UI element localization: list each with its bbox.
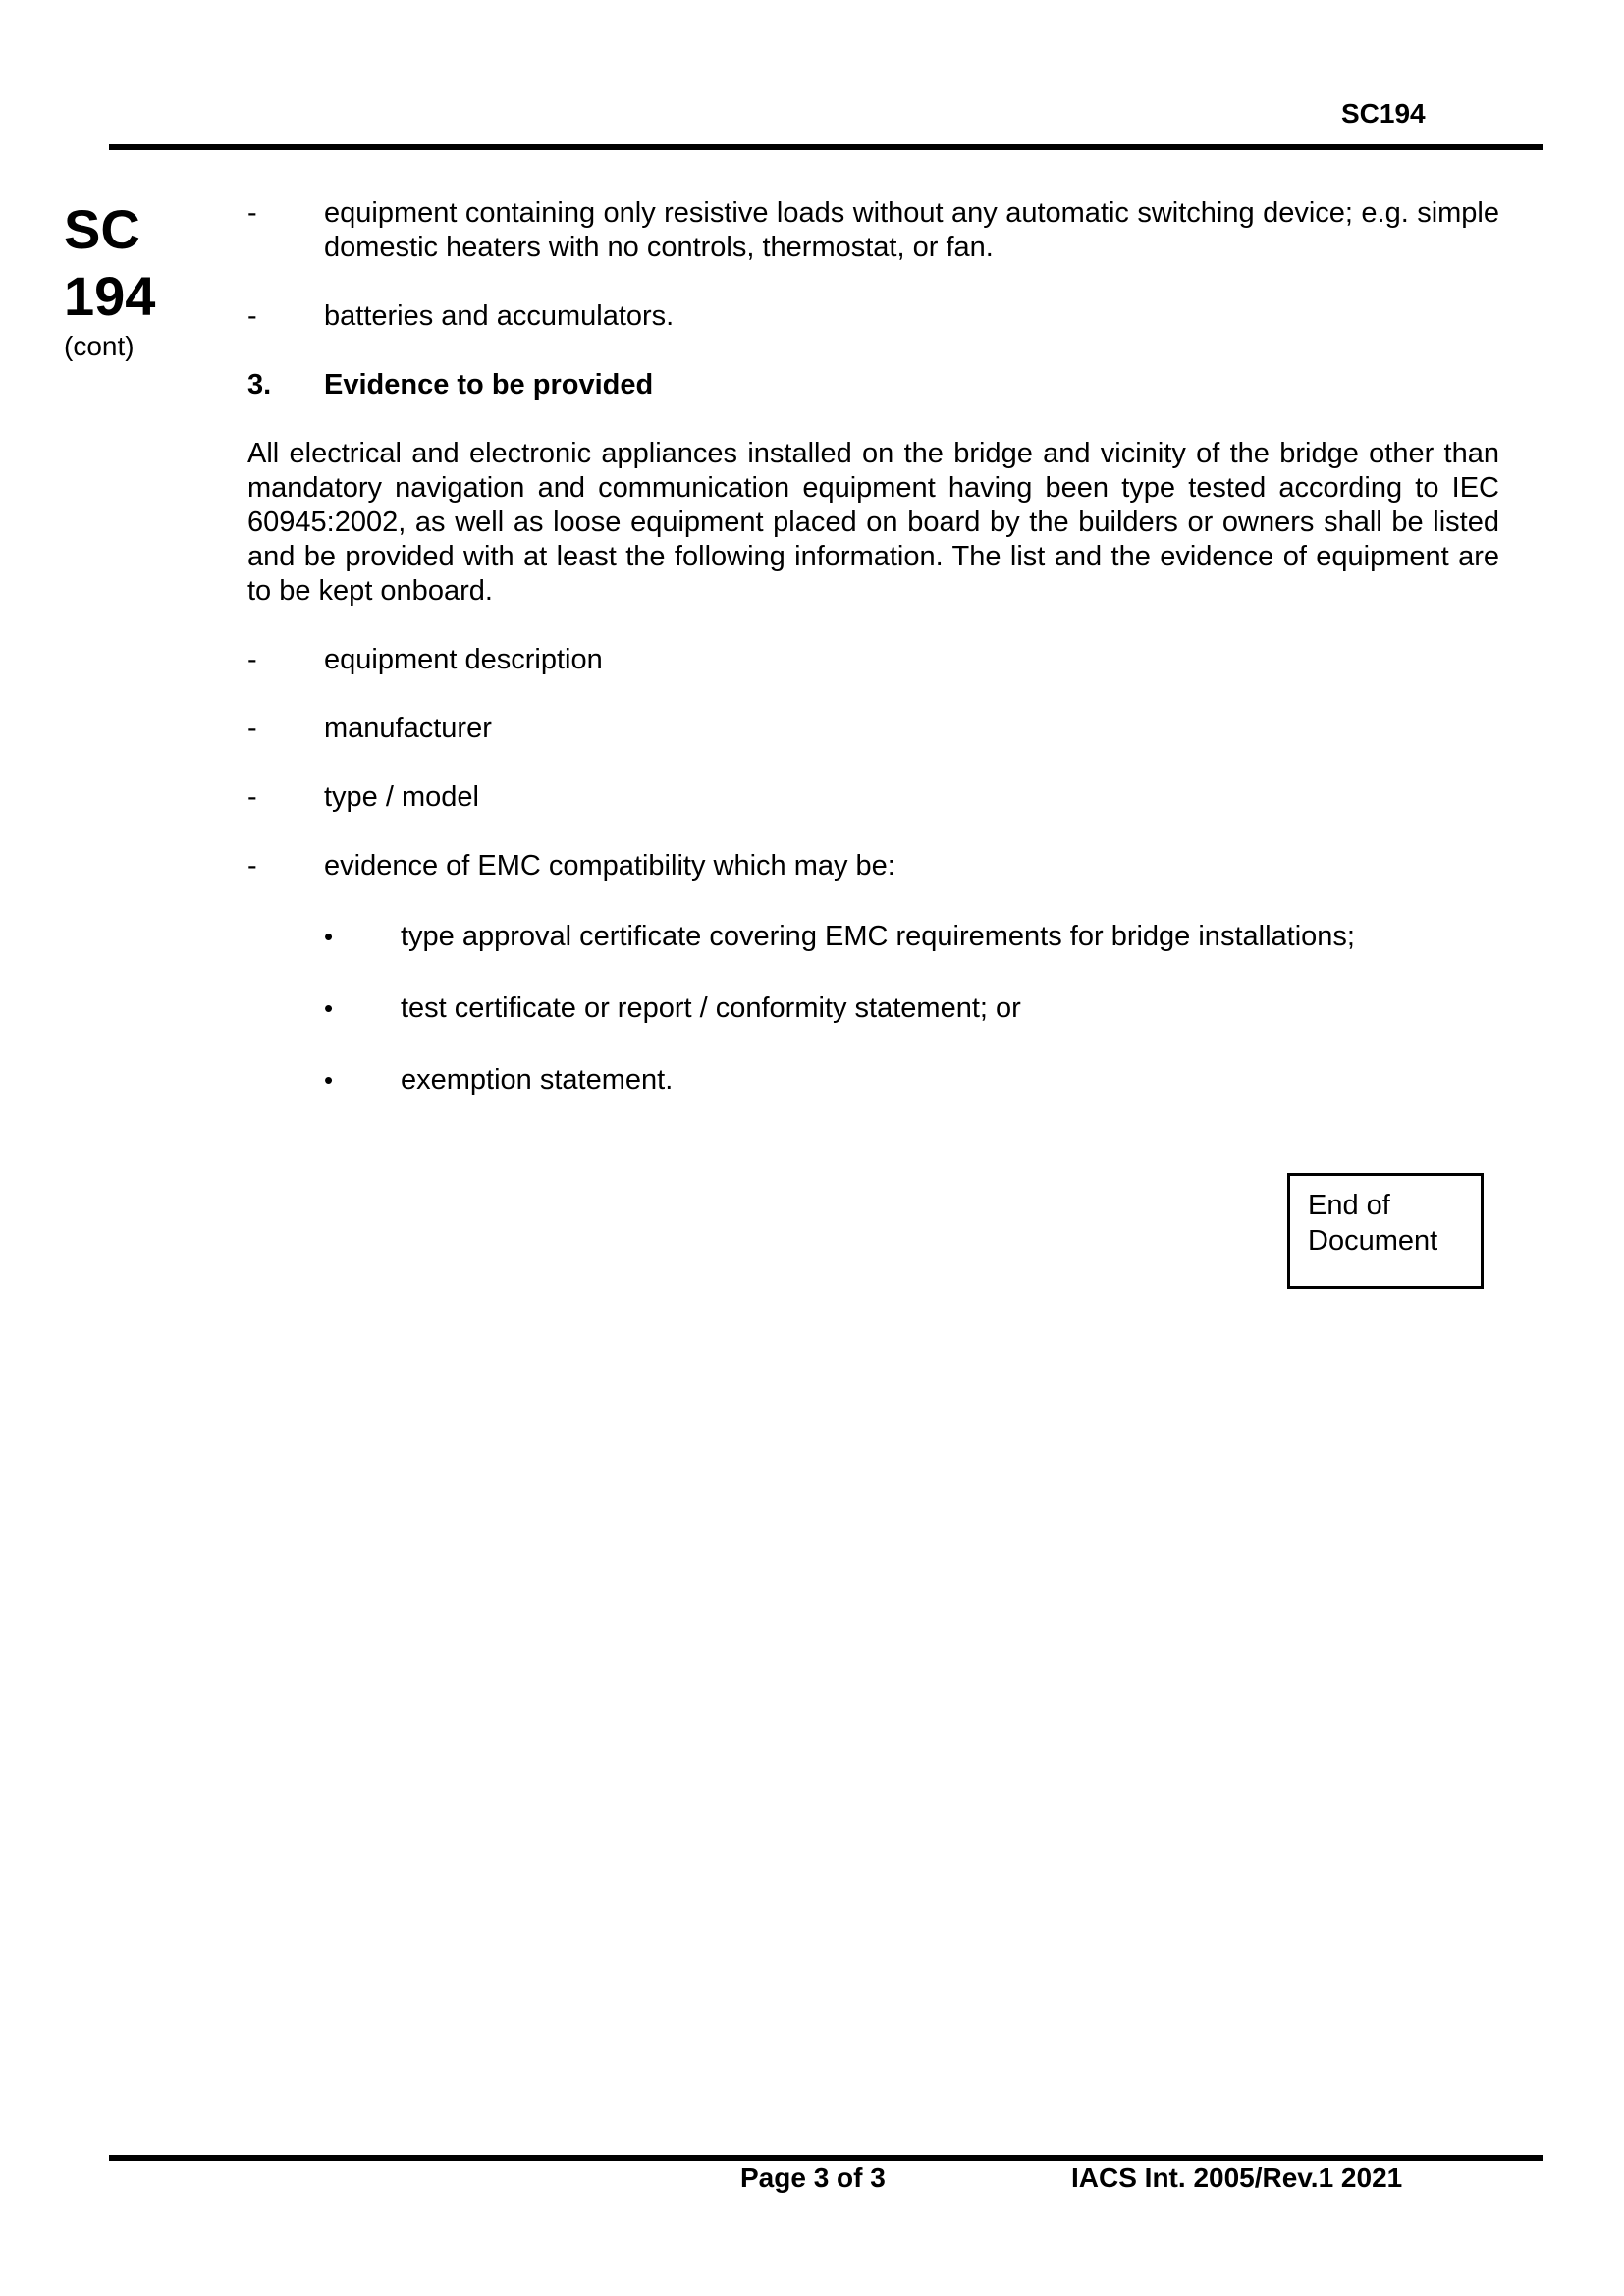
- side-code-line1: SC: [64, 198, 140, 260]
- list-item: [324, 1063, 1499, 1097]
- list-item: [247, 780, 1499, 815]
- list-item: [324, 991, 1499, 1026]
- list-item: [247, 196, 1499, 265]
- section-title: Evidence to be provided: [324, 369, 654, 400]
- info-item-description: equipment description: [324, 644, 603, 675]
- bullet-marker: •: [324, 993, 334, 1023]
- footer-page-number: Page 3 of 3: [740, 2163, 886, 2193]
- section-number: 3.: [247, 369, 272, 400]
- dash-marker: -: [247, 713, 257, 744]
- dash-marker: -: [247, 197, 257, 229]
- header-rule: [109, 144, 1543, 150]
- evidence-item-type-approval: type approval certificate covering EMC requirements for bridge installations;: [401, 921, 1355, 952]
- end-box-line1: End of: [1308, 1190, 1390, 1221]
- list-item: [247, 643, 1499, 677]
- list-item: [247, 712, 1499, 746]
- section-heading: [247, 368, 1499, 402]
- footer-rule: [109, 2155, 1543, 2161]
- footer-reference: IACS Int. 2005/Rev.1 2021: [1071, 2163, 1403, 2193]
- evidence-paragraph: All electrical and electronic appliances installed on the bridge and vicinity of the bridge other than mandatory navigation and communication equipment having been type tested according to IEC 60945:2002, as well as loose equipment placed on board by the builders or owners shall be listed and be provided with at least the following information. The list and the evidence of equipment are to be kept onboard.: [247, 438, 1499, 607]
- item-resistive-loads: equipment containing only resistive loads without any automatic switching device; e.g. simple domestic heaters with no controls, thermostat, or fan.: [324, 197, 1499, 263]
- list-item: [247, 849, 1499, 883]
- dash-marker: -: [247, 850, 257, 881]
- info-item-manufacturer: manufacturer: [324, 713, 492, 744]
- item-batteries: batteries and accumulators.: [324, 300, 675, 332]
- dash-marker: -: [247, 781, 257, 813]
- evidence-item-exemption: exemption statement.: [401, 1064, 674, 1095]
- side-code-cont: (cont): [64, 331, 135, 361]
- document-body: [247, 196, 1499, 1097]
- header-document-code: SC194: [1341, 98, 1426, 129]
- dash-marker: -: [247, 644, 257, 675]
- side-code-line2: 194: [64, 265, 156, 327]
- end-of-document-box: [1287, 1173, 1484, 1289]
- side-section-code: [64, 196, 182, 363]
- evidence-item-test-certificate: test certificate or report / conformity statement; or: [401, 992, 1021, 1024]
- bullet-marker: •: [324, 922, 334, 951]
- info-item-emc-evidence: evidence of EMC compatibility which may be:: [324, 850, 895, 881]
- list-item: [324, 920, 1499, 954]
- bullet-marker: •: [324, 1065, 334, 1095]
- info-item-type-model: type / model: [324, 781, 479, 813]
- end-box-line2: Document: [1308, 1225, 1438, 1256]
- list-item: [247, 299, 1499, 334]
- dash-marker: -: [247, 300, 257, 332]
